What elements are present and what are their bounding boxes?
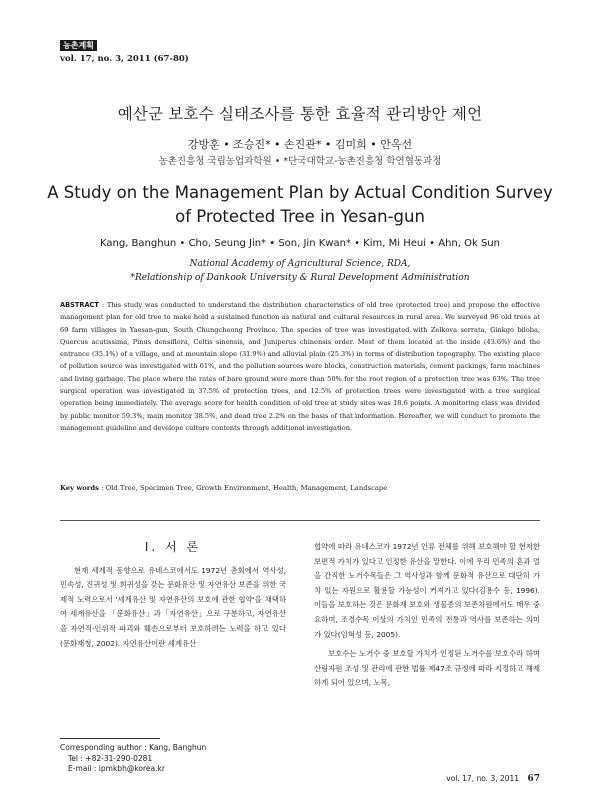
section-heading: Ⅰ. 서 론 [144, 540, 202, 554]
page-number: 67 [527, 774, 540, 784]
intro-paragraph-right-1: 협약에 따라 유네스코가 1972년 인류 전체를 위해 보호해야 할 현저한 보편적 가치가 있다고 인정한 유산을 말한다. 이에 우리 민족의 혼과 얼을 간직한 노거수목들은 그 역사성과 함께 문화적 유산으로 대단히 가치 있는 자원으로 활용할 가능성이 커져가고 있다(김용수 등, 1996). 이들을 보호하는 것은 문화재 보호와 생물종의 보존차원에서도 매우 중요하며, 조경수목 이상의 가치인 민족의 전통과 역사를 보존하는 의미가 있다(임혁성 등, 2005). [314, 542, 540, 639]
intro-paragraph-right-2: 보호수는 노거수 중 보호할 가치가 인정된 노거수를 보호수라 하며 산림자원 조성 및 관리에 관한 법률 제47조 규정에 따라 지정하고 해제하게 되어 있으며, 노목, [314, 649, 540, 688]
keywords-label: Key words [60, 484, 99, 492]
page-footer [446, 774, 540, 784]
keywords-text: : Old Tree, Specimen Tree, Growth Environment, Health, Management, Landscape [101, 484, 388, 492]
english-authors: Kang, Banghun • Cho, Seung Jin* • Son, Jin Kwan* • Kim, Mi Heui • Ahn, Ok Sun [100, 238, 500, 249]
abstract-text: : This study was conducted to understand the distribution characteristics of old tree (protected tree) and propose the effective management plan for old tree to make hold a sustained function as natural and cultural resources in rural area. We surveyed 96 old trees at 69 farm villages in Yaesan-gun, South Chungcheong Province. The species of tree was investigated with Zelkova serrata, Ginkgo biloba, Quercus acutissima, Pinus densiflora, Celtis sinensis, and Juniperus chinensis order. Most of them located at the inside (43.6%) and the entrance (35.1%) of a village, and at mountain slope (31.9%) and alluvial plain (25.3%) in terms of distribution topography. The existing place of pollution source was investigated with 61%, and the pollution sources were blocks, construction materials, cement packings, farm machines and living garbage. The place where the rates of bare ground were more than 50% for the root region of a protection tree was 63%. The tree surgical operation was investigated in 37.5% of protection trees, and 12.5% of protection trees were investigated with a tree surgical operation being immediately. The average score for health condition of old tree at study sites was 18.6 points. A monitoring class was divided by public monitor 59.3%, main monitor 38.5%, and dead tree 2.2% on the basis of that information. Hereafter, we will conduct to promote the management guideline and develope culture contents through additional investigation. [60, 301, 540, 432]
corresponding-email: E-mail : ipmkbh@korea.kr [68, 764, 165, 773]
english-title-line2: of Protected Tree in Yesan-gun [175, 207, 425, 226]
section-divider [60, 520, 540, 521]
english-title-line1: A Study on the Management Plan by Actual Condition Survey [47, 183, 553, 202]
abstract-label: ABSTRACT [60, 301, 99, 309]
english-title [0, 181, 600, 229]
left-column [60, 540, 286, 651]
footer-issue: vol. 17, no. 3, 2011 [446, 774, 520, 783]
korean-title: 예산군 보호수 실태조사를 통한 효율적 관리방안 제언 [117, 105, 483, 123]
intro-paragraph-left: 현재 세계적 동향으로 유네스코에서도 1972년 총회에서 역사성, 민속성, 진귀성 및 희귀성을 갖는 문화유산 및 자연유산 보존을 위한 국제적 노력으로서 '세계유산 및 자연유산의 보호에 관한 협약'을 채택하여 세계유산을 「문화유산」과「자연유산」으로 구분하고, 자연유산을 자연적·인위적 파괴와 훼손으로부터 보호하려는 노력을 하고 있다(문화재청, 2002). 자연유산이란 세계유산 [60, 565, 286, 648]
journal-badge: 농촌계획 [60, 40, 97, 51]
korean-affiliation: 농촌진흥청 국립농업과학원 • *단국대학교-농촌진흥청 학연협동과정 [158, 156, 442, 167]
footnote-rule [60, 738, 160, 739]
right-column [314, 540, 540, 691]
abstract [60, 299, 540, 434]
journal-issue: vol. 17, no. 3, 2011 (67-80) [60, 54, 189, 64]
english-affiliation [0, 257, 600, 285]
corresponding-author: Corresponding author : Kang, Banghun [60, 743, 207, 752]
correspondence [60, 738, 286, 775]
english-affiliation-line1: National Academy of Agricultural Science, RDA, [189, 259, 411, 269]
keywords [60, 484, 540, 492]
corresponding-tel: Tel : +82-31-290-0281 [68, 753, 153, 763]
korean-authors: 강방훈 • 조승진* • 손진관* • 김미희 • 안옥선 [187, 138, 413, 151]
english-affiliation-line2: *Relationship of Dankook University & Rural Development Administration [130, 273, 470, 283]
